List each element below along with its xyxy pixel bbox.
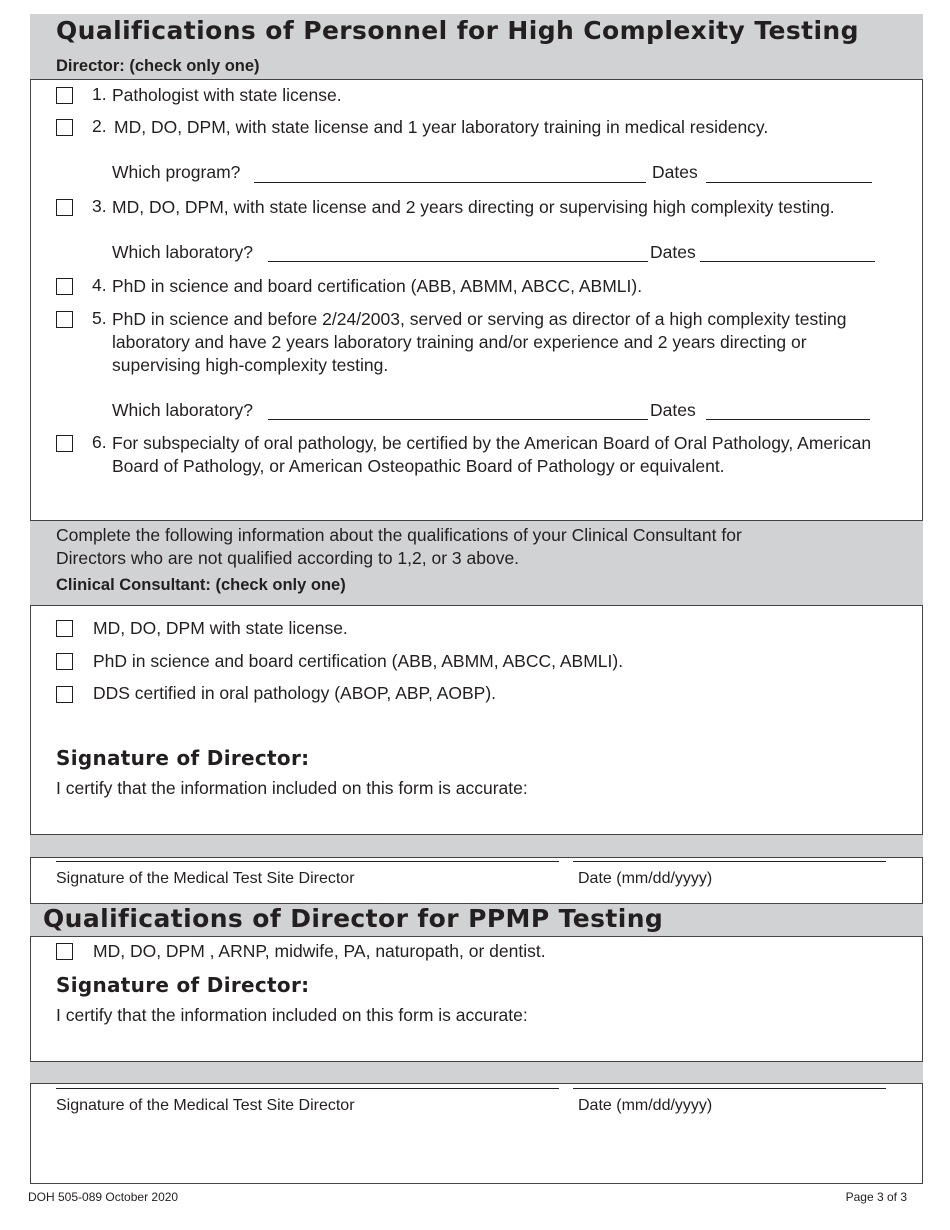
which-laboratory-label: Which laboratory? <box>112 400 254 420</box>
dates-label: Dates <box>652 162 698 182</box>
director-option-2: MD, DO, DPM, with state license and 1 year laboratory training in medical residency. <box>114 117 769 137</box>
consultant-option-3: DDS certified in oral pathology (ABOP, ABP, AOBP). <box>93 683 497 703</box>
ppmp-checkbox[interactable] <box>56 943 73 960</box>
consultant-checkbox-1[interactable] <box>56 620 73 637</box>
director-option-6: For subspecialty of oral pathology, be certified by the American Board of Oral Pathology, American Board of Pathology, or American Osteopathic Board of Pathology or equivalent. <box>112 433 872 476</box>
item-number: 4. <box>92 275 107 295</box>
which-program-label: Which program? <box>112 162 241 182</box>
consultant-option-2: PhD in science and board certification (ABB, ABMM, ABCC, ABMLI). <box>93 651 624 671</box>
date-field[interactable] <box>573 1088 886 1089</box>
date-label: Date (mm/dd/yyyy) <box>578 1097 713 1114</box>
director-option-3: MD, DO, DPM, with state license and 2 years directing or supervising high complexity testing. <box>112 197 835 217</box>
laboratory-dates-field-3[interactable] <box>700 261 875 262</box>
certify-text: I certify that the information included on this form is accurate: <box>56 1005 528 1025</box>
date-label: Date (mm/dd/yyyy) <box>578 870 713 887</box>
laboratory-dates-field-5[interactable] <box>706 419 870 420</box>
signature-band <box>30 834 923 858</box>
director-option-5: PhD in science and before 2/24/2003, served or serving as director of a high complexity testing laboratory and have 2 years laboratory training and/or experience and 2 years directing or supervising high-complexity testing. <box>112 309 847 375</box>
consultant-intro: Complete the following information about the qualifications of your Clinical Consultant for Directors who are not qualified according to 1,2, or 3 above. <box>56 525 742 568</box>
consultant-checkbox-3[interactable] <box>56 686 73 703</box>
form-id: DOH 505-089 October 2020 <box>28 1190 179 1204</box>
signature-label: Signature of the Medical Test Site Director <box>56 870 355 887</box>
director-checkbox-5[interactable] <box>56 311 73 328</box>
laboratory-field-5[interactable] <box>268 419 648 420</box>
section2-title: Qualifications of Director for PPMP Testing <box>43 904 664 933</box>
ppmp-option: MD, DO, DPM , ARNP, midwife, PA, naturopath, or dentist. <box>93 941 546 961</box>
which-laboratory-label: Which laboratory? <box>112 242 254 262</box>
director-checkbox-4[interactable] <box>56 278 73 295</box>
item-number: 3. <box>92 196 107 216</box>
signature-label: Signature of the Medical Test Site Director <box>56 1097 355 1114</box>
item-number: 5. <box>92 308 107 328</box>
program-field[interactable] <box>254 182 646 183</box>
date-field[interactable] <box>573 861 886 862</box>
item-number: 1. <box>92 84 107 104</box>
director-label: Director: (check only one) <box>56 57 260 75</box>
laboratory-field-3[interactable] <box>268 261 648 262</box>
director-checkbox-6[interactable] <box>56 435 73 452</box>
page-number: Page 3 of 3 <box>845 1190 907 1204</box>
director-checkbox-2[interactable] <box>56 119 73 136</box>
item-number: 2. <box>92 116 107 136</box>
signature-band <box>30 1061 923 1084</box>
dates-label: Dates <box>650 400 696 420</box>
consultant-label: Clinical Consultant: (check only one) <box>56 576 346 594</box>
signature-heading: Signature of Director: <box>56 746 310 770</box>
dates-label: Dates <box>650 242 696 262</box>
signature-field[interactable] <box>56 861 559 862</box>
item-number: 6. <box>92 432 107 452</box>
consultant-option-1: MD, DO, DPM with state license. <box>93 618 348 638</box>
director-option-1: Pathologist with state license. <box>112 85 342 105</box>
signature-field[interactable] <box>56 1088 559 1089</box>
program-dates-field[interactable] <box>706 182 872 183</box>
director-checkbox-3[interactable] <box>56 199 73 216</box>
director-checkbox-1[interactable] <box>56 87 73 104</box>
section1-title: Qualifications of Personnel for High Complexity Testing <box>56 16 859 45</box>
director-option-4: PhD in science and board certification (ABB, ABMM, ABCC, ABMLI). <box>112 276 643 296</box>
certify-text: I certify that the information included on this form is accurate: <box>56 778 528 798</box>
consultant-checkbox-2[interactable] <box>56 653 73 670</box>
signature-heading: Signature of Director: <box>56 973 310 997</box>
